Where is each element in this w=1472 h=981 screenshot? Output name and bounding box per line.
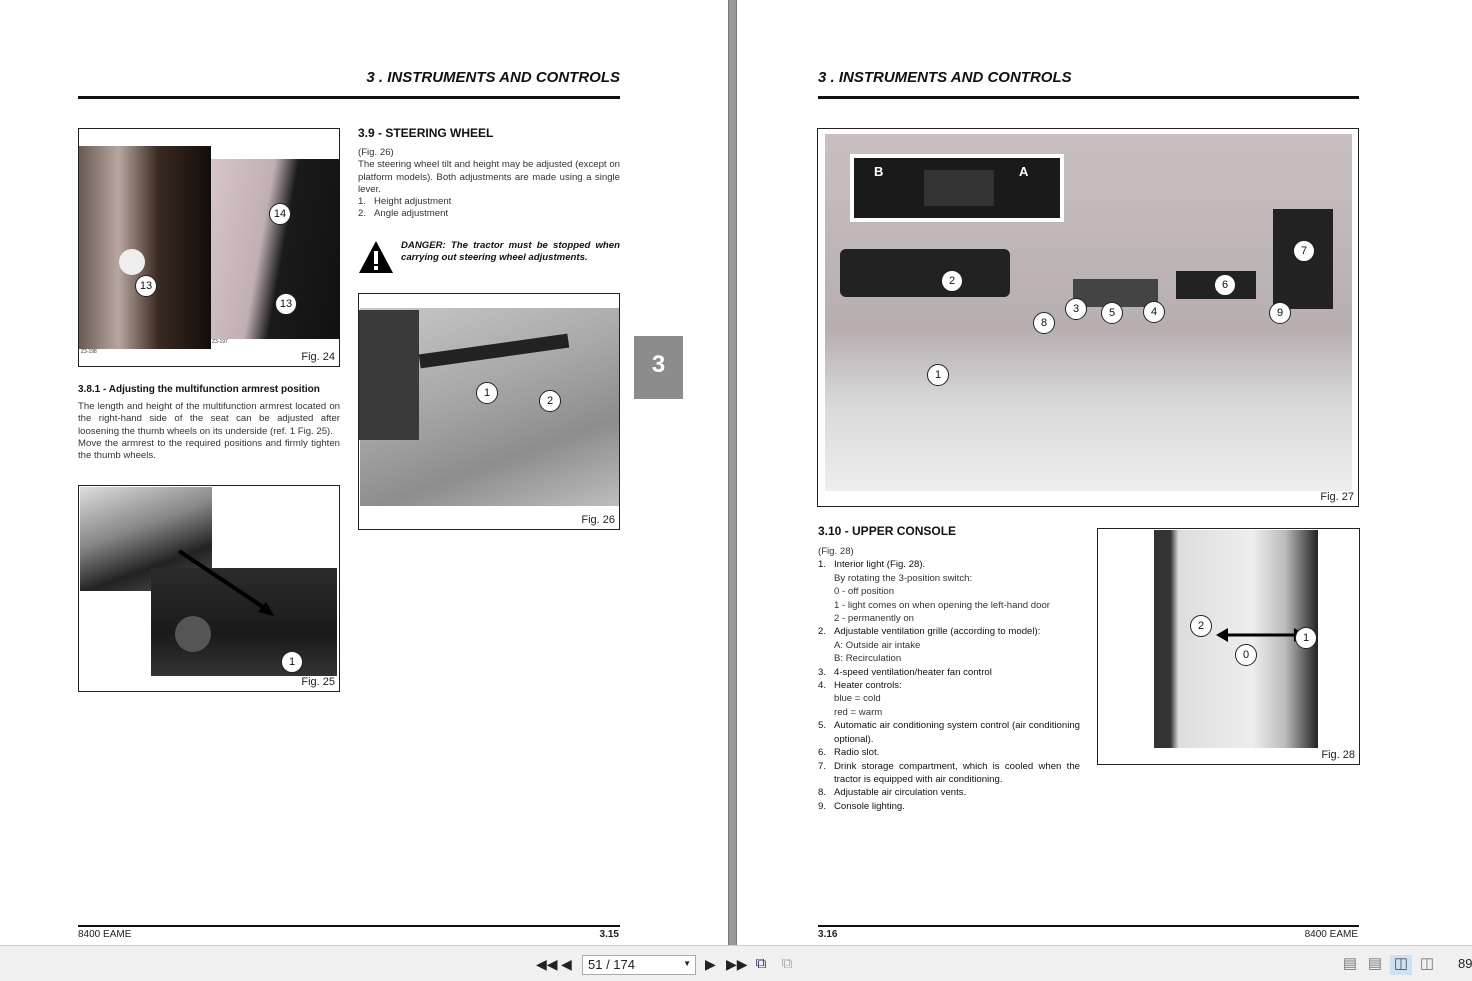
next-page-button[interactable]: ▶ [705,956,716,972]
page-value: 51 / 174 [588,957,635,972]
knob-image [119,249,145,275]
inset-label-b: B [874,164,884,179]
callout: 4 [1143,301,1165,323]
vent-grille-image [840,249,1010,297]
list-item: 5. Automatic air conditioning system control (air conditioning optional). [818,720,1080,745]
page-selector[interactable] [582,955,696,975]
footer-model: 8400 EAME [1304,929,1358,940]
inset-grille-photo [850,154,1064,222]
list-item: 1 - light comes on when opening the left-hand door [834,599,1050,611]
header-rule [78,96,620,99]
callout: 2 [941,270,963,292]
figure-24 [78,128,340,367]
warning-icon [358,240,394,274]
page-number: 3.16 [818,929,838,940]
figure-caption: Fig. 26 [581,514,615,526]
page-number: 3.15 [599,929,619,940]
go-back-view-icon[interactable]: ⧉ [755,955,767,972]
list-item: 2. Angle adjustment [358,208,449,220]
figure-caption: Fig. 27 [1320,491,1354,503]
switch-image [924,170,994,206]
section-body [78,401,340,462]
callout: 6 [1214,274,1236,296]
callout: 1 [1295,627,1317,649]
list-item: A: Outside air intake [834,639,921,651]
callout: 1 [281,651,303,673]
list-item: B: Recirculation [834,653,902,665]
callout: 8 [1033,312,1055,334]
callout: 2 [1190,615,1212,637]
chapter-tab: 3 [634,336,683,399]
section-body [358,147,620,221]
callout: 7 [1293,240,1315,262]
arrow-icon [174,546,284,626]
figure-26 [358,293,620,530]
image-code: Z3-198 [81,349,97,355]
image-code: Z3-197 [212,339,228,345]
paragraph: The length and height of the multifunction armrest located on the right-hand side of the seat can be adjusted after loosening the thumb wheels on its underside (ref. 1 Fig. 25). [78,401,340,437]
list-item: 1. Height adjustment [358,196,452,208]
list-item: blue = cold [834,693,881,705]
continuous-view-icon[interactable]: ▤ [1367,955,1383,972]
figure-27 [817,128,1359,507]
footer-rule [818,925,1359,927]
list-item: 3. 4-speed ventilation/heater fan control [818,666,992,678]
footer-model: 8400 EAME [78,929,132,940]
section-body [818,545,1080,813]
page-header: 3 . INSTRUMENTS AND CONTROLS [818,69,1072,86]
column-image [359,310,419,440]
right-pdf-page [737,0,1472,945]
figure-caption: Fig. 25 [301,676,335,688]
first-page-button[interactable]: ◀◀ [536,956,558,972]
callout: 3 [1065,298,1087,320]
list-item: 9. Console lighting. [818,800,905,812]
console-list [818,558,1080,813]
two-page-view-icon[interactable]: ◫ [1390,955,1412,975]
figure-ref: (Fig. 28) [818,546,854,557]
armrest-photo [211,159,340,339]
list-item: red = warm [834,706,883,718]
figure-ref: (Fig. 26) [358,147,394,158]
list-item: By rotating the 3-position switch: [834,572,973,584]
single-page-view-icon[interactable]: ▤ [1342,955,1358,972]
two-page-continuous-view-icon[interactable]: ◫ [1419,955,1435,972]
callout: 9 [1269,302,1291,324]
section-heading: 3.8.1 - Adjusting the multifunction armrest position [78,384,320,395]
paragraph: Move the armrest to the required positions and firmly tighten the thumb wheels. [78,437,340,462]
callout: 2 [539,390,561,412]
header-rule [818,96,1359,99]
go-forward-view-icon[interactable]: ⧉ [781,955,793,972]
callout: 1 [476,382,498,404]
callout: 1 [927,364,949,386]
callout: 13 [275,293,297,315]
double-arrow-icon [1216,625,1306,645]
figure-28 [1097,528,1360,765]
list-item: 8. Adjustable air circulation vents. [818,787,967,799]
paragraph: The steering wheel tilt and height may be adjusted (except on platform models). Both adjustments are made using a single lever. [358,159,620,195]
callout: 13 [135,275,157,297]
callout: 5 [1101,302,1123,324]
last-page-button[interactable]: ▶▶ [726,956,748,972]
page-header: 3 . INSTRUMENTS AND CONTROLS [366,69,620,86]
page-gutter [728,0,737,945]
list-item: 4. Heater controls: [818,680,902,692]
pdf-navigation-toolbar [0,945,1472,981]
figure-25 [78,485,340,692]
list-item: 2. Adjustable ventilation grille (according to model): [818,626,1041,638]
section-heading: 3.10 - UPPER CONSOLE [818,524,957,538]
inset-label-a: A [1019,164,1029,179]
figure-caption: Fig. 28 [1321,749,1355,761]
seat-photo [79,146,211,349]
footer-rule [78,925,620,927]
zoom-level[interactable]: 89 [1458,956,1472,971]
figure-caption: Fig. 24 [301,351,335,363]
previous-page-button[interactable]: ◀ [561,956,572,972]
left-pdf-page [0,0,728,945]
list-item: 0 - off position [834,586,895,598]
list-item: 2 - permanently on [834,613,914,625]
list-item: 1. Interior light (Fig. 28). [818,559,926,571]
list-item: 7. Drink storage compartment, which is cooled when the tractor is equipped with air conditioning. [818,760,1080,785]
chevron-down-icon: ▼ [683,959,691,968]
danger-note: DANGER: The tractor must be stopped when carrying out steering wheel adjustments. [401,240,620,264]
callout: 0 [1235,644,1257,666]
list-item: 6. Radio slot. [818,747,880,759]
section-heading: 3.9 - STEERING WHEEL [358,126,494,140]
callout: 14 [269,203,291,225]
